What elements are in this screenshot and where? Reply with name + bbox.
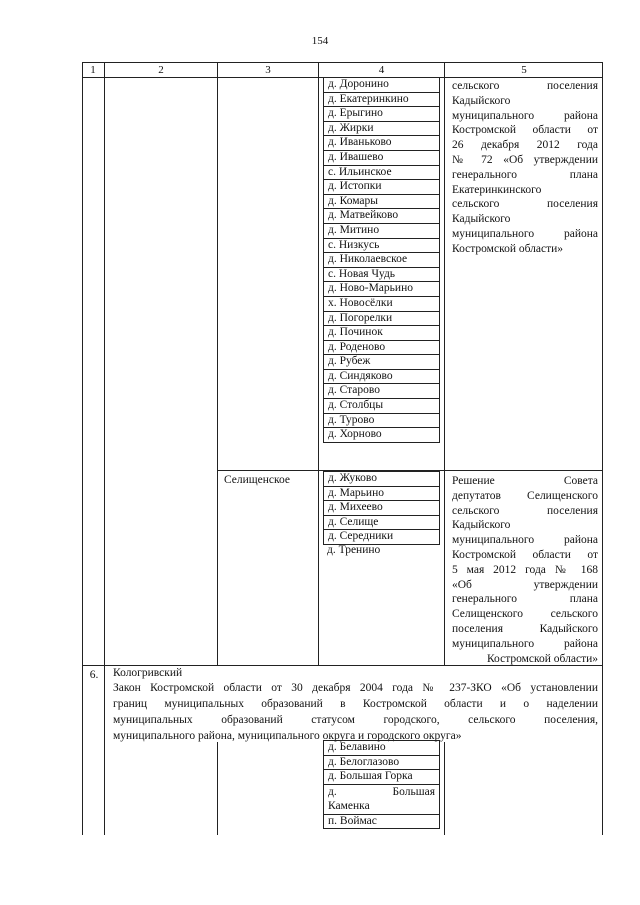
row-number: 6. — [89, 669, 99, 681]
list-item: д. Середники — [323, 529, 440, 545]
document-line: Костромской области от — [452, 124, 598, 137]
list-item: д. Столбцы — [323, 398, 440, 414]
table-top-border — [82, 62, 603, 63]
document-line: сельского поселения — [452, 198, 598, 211]
column-divider — [217, 742, 218, 835]
law-line: Закон Костромской области от 30 декабря 2004 года № 237-ЗКО «Об установлении — [113, 682, 598, 694]
document-line: Костромской области» — [452, 242, 564, 255]
page-number: 154 — [311, 35, 329, 47]
law-reference — [113, 680, 598, 744]
list-item: д. Ерыгино — [323, 106, 440, 122]
list-item: с. Ильинское — [323, 165, 440, 181]
list-item: д. Николаевское — [323, 252, 440, 268]
column-divider — [444, 62, 445, 666]
list-item: с. Низкусь — [323, 238, 440, 254]
settlement-name: Селищенское — [224, 474, 291, 486]
list-item: п. Воймас — [323, 814, 440, 830]
column-divider — [104, 62, 105, 835]
list-item: д. Хорново — [323, 427, 440, 443]
list-item: д. Старово — [323, 383, 440, 399]
document-line: поселения Кадыйского — [452, 622, 598, 635]
column-divider — [444, 742, 445, 835]
law-line: муниципального района, муниципального округа и городского округа» — [113, 730, 462, 742]
document-reference — [452, 474, 598, 666]
list-item: д. Ново-Марьино — [323, 281, 440, 297]
table-left-border — [82, 62, 83, 835]
law-line: муниципальных образований статусом городского, сельского поселения, — [113, 714, 598, 726]
list-item: д. Роденово — [323, 340, 440, 356]
list-item — [323, 784, 440, 815]
list-item: д. Ивашево — [323, 150, 440, 166]
list-item: д. Жуково — [323, 471, 440, 487]
law-line: границ муниципальных образований в Костромской области и о наделении — [113, 698, 598, 710]
village-list — [323, 741, 440, 829]
document-line: Решение Совета — [452, 475, 598, 487]
column-header-1: 1 — [90, 64, 96, 76]
document-line: Кадыйского — [452, 94, 511, 107]
document-line: Селищенского сельского — [452, 608, 598, 621]
list-item: д. Турово — [323, 413, 440, 429]
list-item: х. Новосёлки — [323, 296, 440, 312]
column-header-3: 3 — [265, 64, 271, 76]
list-item: д. Истопки — [323, 179, 440, 195]
document-line: сельского поселения — [452, 504, 598, 517]
list-item: с. Новая Чудь — [323, 267, 440, 283]
list-item: д. Погорелки — [323, 311, 440, 327]
list-item-line: д. Большая — [328, 785, 435, 798]
document-line: генерального плана — [452, 593, 598, 606]
table-right-border — [602, 62, 603, 835]
column-header-4: 4 — [378, 64, 385, 76]
list-item: д. Синдяково — [323, 369, 440, 385]
document-line: муниципального района — [452, 109, 598, 122]
document-line: сельского поселения — [452, 80, 598, 92]
list-item: д. Доронино — [323, 77, 440, 93]
document-line: депутатов Селищенского — [452, 489, 598, 502]
list-item: д. Белоглазово — [323, 755, 440, 771]
district-name: Кологривский — [113, 667, 183, 679]
list-item: д. Екатеринкино — [323, 92, 440, 108]
document-line: Кадыйского — [452, 519, 511, 532]
list-item: д. Белавино — [323, 740, 440, 756]
column-header-5: 5 — [521, 64, 527, 76]
document-line: № 72 «Об утверждении — [452, 153, 598, 166]
document-line: муниципального района — [452, 637, 598, 650]
list-item: д. Рубеж — [323, 354, 440, 370]
document-line: Костромской области от — [452, 548, 598, 561]
list-item: д. Комары — [323, 194, 440, 210]
list-item: д. Большая Горка — [323, 769, 440, 785]
list-item: д. Селище — [323, 515, 440, 531]
list-item: д. Жирки — [323, 121, 440, 137]
list-item: д. Починок — [323, 325, 440, 341]
document-line: 26 декабря 2012 года — [452, 139, 598, 152]
column-divider — [217, 62, 218, 666]
document-line: «Об утверждении — [452, 578, 598, 591]
list-item: д. Марьино — [323, 486, 440, 502]
document-line: 5 мая 2012 года № 168 — [452, 563, 598, 576]
document-line: Кадыйского — [452, 213, 511, 226]
document-line: Костромской области» — [486, 652, 598, 665]
village-list — [323, 472, 440, 560]
column-header-2: 2 — [158, 64, 164, 76]
village-list — [323, 78, 440, 443]
list-item: д. Матвейково — [323, 208, 440, 224]
document-line: Екатеринкинского — [452, 183, 542, 196]
document-line: генерального плана — [452, 168, 598, 181]
list-item: д. Михеево — [323, 500, 440, 516]
document-line: муниципального района — [452, 227, 598, 240]
document-line: муниципального района — [452, 534, 598, 547]
column-divider — [318, 62, 319, 666]
list-item: д. Тренино — [327, 543, 381, 556]
document-reference — [452, 79, 598, 257]
list-item: д. Митино — [323, 223, 440, 239]
list-item-line: Каменка — [328, 799, 370, 812]
list-item: д. Иваньково — [323, 135, 440, 151]
